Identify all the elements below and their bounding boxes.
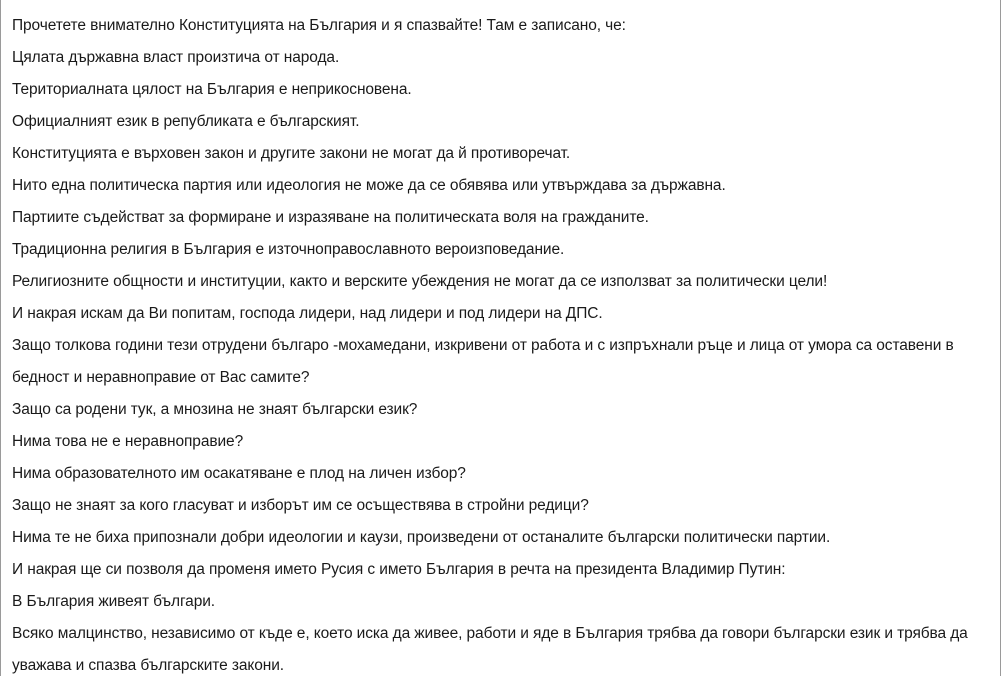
paragraph: Защо са родени тук, а мнозина не знаят български език? <box>12 401 418 418</box>
paragraph: В България живеят българи. <box>12 593 215 610</box>
paragraph: Нима те не биха припознали добри идеологии и каузи, произведени от останалите български политически партии. <box>12 529 831 546</box>
paragraph: Защо не знаят за кого гласуват и изборът им се осъществява в стройни редици? <box>12 497 589 514</box>
paragraph: Конституцията е върховен закон и другите закони не могат да й противоречат. <box>12 145 571 162</box>
paragraph-intro: Прочетете внимателно Конституцията на България и я спазвайте! Там е записано, че: <box>12 17 626 34</box>
paragraph: Териториалната цялост на България е неприкосновена. <box>12 81 412 98</box>
paragraph: Нима образователното им осакатяване е плод на личен избор? <box>12 465 466 482</box>
paragraph: Нима това не е неравноправие? <box>12 433 244 450</box>
paragraph: Традиционна религия в България е източноправославното вероизповедание. <box>12 241 565 258</box>
paragraph: Партиите съдействат за формиране и изразяване на политическата воля на гражданите. <box>12 209 649 226</box>
paragraph: Официалният език в републиката е българският. <box>12 113 360 130</box>
paragraph: Защо толкова години тези отрудени българо -мохамедани, изкривени от работа и с изпръхнали ръце и лица от умора са оставени в бедност и неравноправие от Вас самите? <box>12 337 954 386</box>
paragraph: Всяко малцинство, независимо от къде е, което иска да живее, работи и яде в България трябва да говори български език и трябва да уважава и спазва българските закони. <box>12 625 968 674</box>
article-text <box>12 10 994 682</box>
paragraph: Цялата държавна власт произтича от народа. <box>12 49 340 66</box>
paragraph: И накрая искам да Ви попитам, господа лидери, над лидери и под лидери на ДПС. <box>12 305 603 322</box>
paragraph: Религиозните общности и институции, както и верските убеждения не могат да се използват за политически цели! <box>12 273 828 290</box>
paragraph: И накрая ще си позволя да променя името Русия с името България в речта на президента Владимир Путин: <box>12 561 786 578</box>
paragraph: Нито една политическа партия или идеология не може да се обявява или утвърждава за държавна. <box>12 177 726 194</box>
